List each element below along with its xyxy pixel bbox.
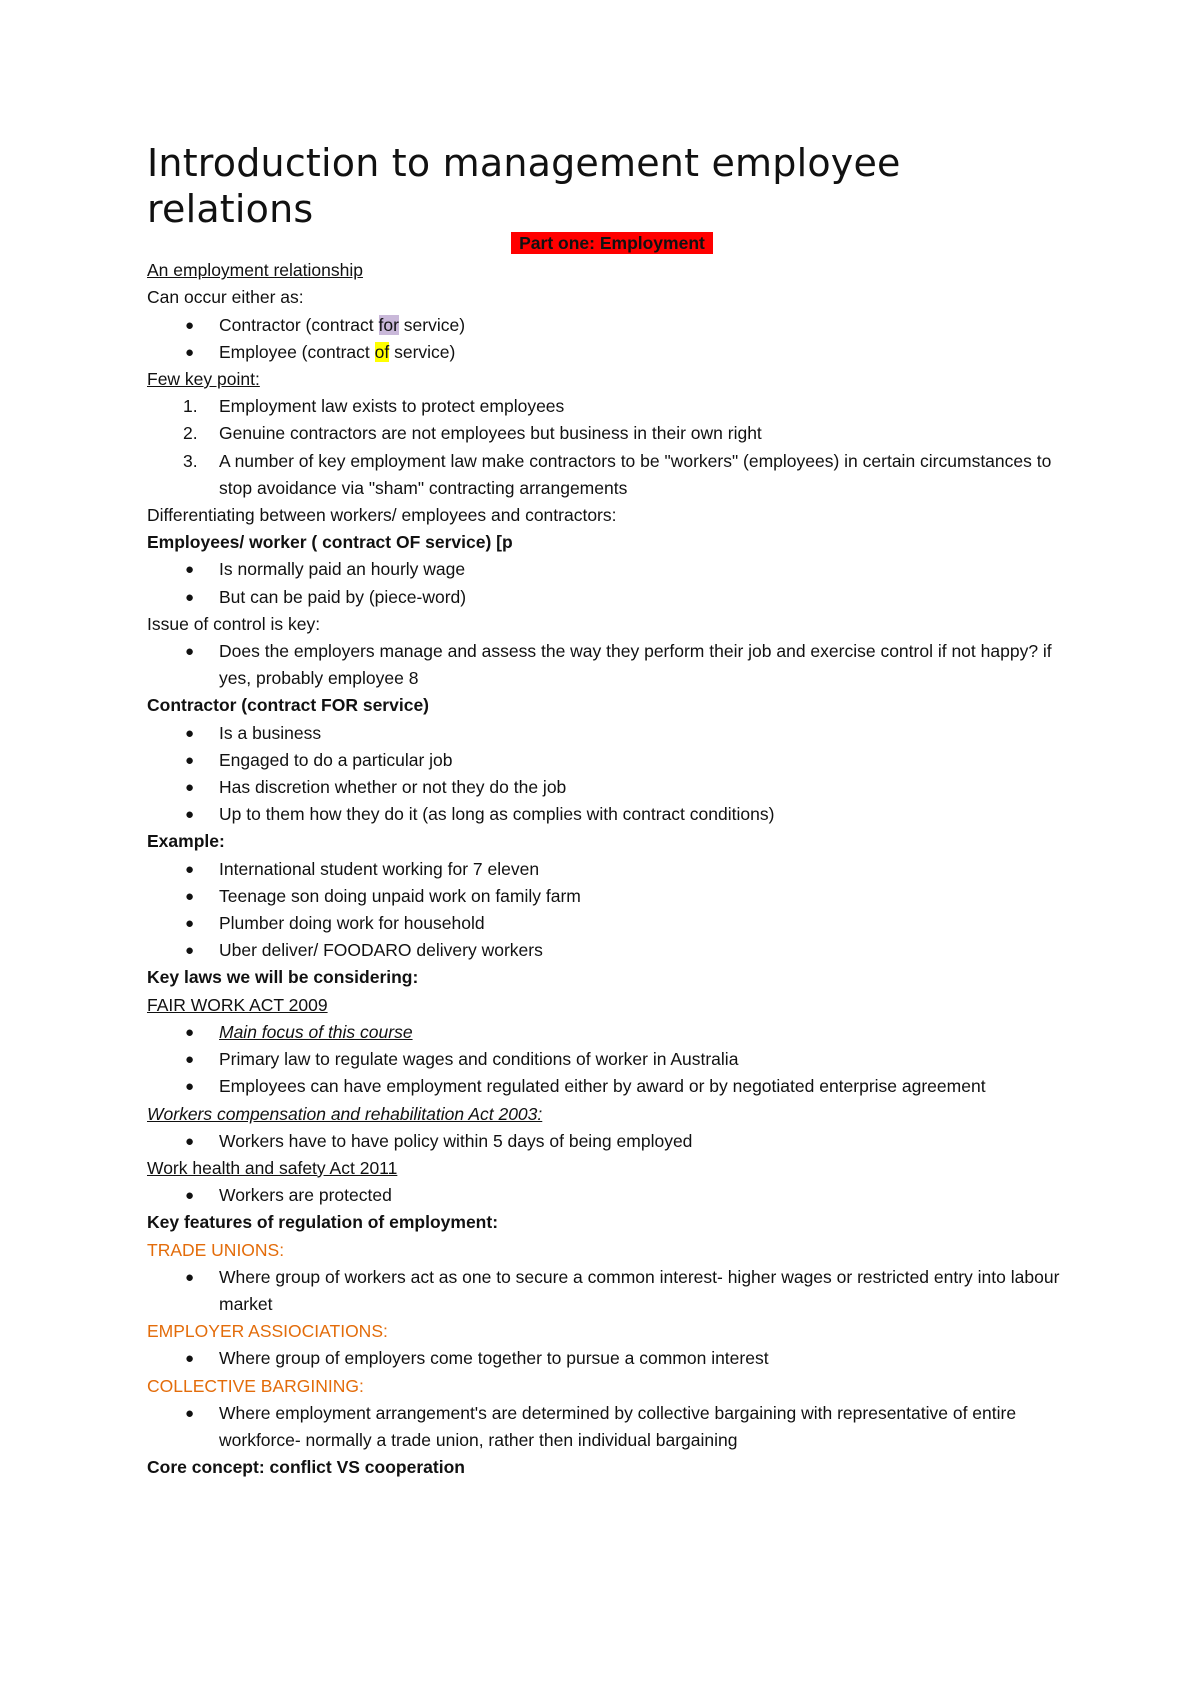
bullet-icon: ●	[185, 724, 195, 742]
key-features-heading: Key features of regulation of employment:	[147, 1212, 499, 1233]
core-concept-heading: Core concept: conflict VS cooperation	[147, 1457, 465, 1478]
bullet-icon: ●	[185, 343, 195, 361]
part-heading-row	[147, 230, 1077, 257]
key-laws-heading: Key laws we will be considering:	[147, 967, 419, 988]
bullet-icon: ●	[185, 887, 195, 905]
bullet-icon: ●	[185, 806, 195, 824]
document-title: Introduction to management employee relations	[147, 141, 901, 231]
highlight-for: for	[378, 314, 399, 335]
list-item: ● Has discretion whether or not they do the job	[147, 774, 1077, 801]
employment-relationship-heading: An employment relationship	[147, 260, 363, 281]
list-item: ● Is a business	[147, 720, 1077, 747]
list-item: ● Teenage son doing unpaid work on family farm	[147, 883, 1077, 910]
list-item: 1. Employment law exists to protect employees	[183, 396, 565, 417]
list-item: ● Workers are protected	[147, 1182, 1077, 1209]
list-item: ● Up to them how they do it (as long as complies with contract conditions)	[147, 801, 1077, 828]
list-item: ● Workers have to have policy within 5 days of being employed	[147, 1128, 1077, 1155]
example-list	[147, 856, 1077, 965]
list-item: ● But can be paid by (piece-word)	[147, 584, 1077, 611]
bullet-icon: ●	[185, 1078, 195, 1096]
list-item: 3. A number of key employment law make contractors to be "workers" (employees) in certain circumstances to stop avoidance via "sham" contracting arrangements	[183, 450, 1052, 498]
list-item: ● Is normally paid an hourly wage	[147, 556, 1077, 583]
bullet-icon: ●	[185, 316, 195, 334]
list-item: ● Where group of employers come together to pursue a common interest	[147, 1345, 1077, 1372]
contractor-list	[147, 720, 1077, 829]
bullet-icon: ●	[185, 588, 195, 606]
employees-heading: Employees/ worker ( contract OF service) [p	[147, 532, 513, 553]
employment-type-list	[147, 312, 1077, 366]
list-item: ● Primary law to regulate wages and conditions of worker in Australia	[147, 1046, 1077, 1073]
example-heading: Example:	[147, 831, 225, 852]
contractor-heading: Contractor (contract FOR service)	[147, 695, 430, 716]
bullet-icon: ●	[185, 643, 195, 661]
control-heading: Issue of control is key:	[147, 613, 321, 634]
list-item: ● Contractor (contract for service)	[147, 312, 1077, 339]
list-item: ● Plumber doing work for household	[147, 910, 1077, 937]
workers-comp-list	[147, 1128, 1077, 1155]
list-item: ● Main focus of this course	[147, 1019, 1077, 1046]
key-points-list	[147, 393, 1077, 502]
fair-work-list	[147, 1019, 1077, 1101]
bullet-icon: ●	[185, 1404, 195, 1422]
list-item: ● Employee (contract of service)	[147, 339, 1077, 366]
employer-associations-list	[147, 1345, 1077, 1372]
bullet-icon: ●	[185, 1051, 195, 1069]
trade-unions-heading: TRADE UNIONS:	[147, 1239, 285, 1260]
whs-list	[147, 1182, 1077, 1209]
bullet-icon: ●	[185, 561, 195, 579]
bullet-icon: ●	[185, 860, 195, 878]
bullet-icon: ●	[185, 942, 195, 960]
key-points-heading: Few key point:	[147, 369, 260, 390]
list-item: 2. Genuine contractors are not employees but business in their own right	[183, 423, 762, 444]
bullet-icon: ●	[185, 1350, 195, 1368]
bullet-icon: ●	[185, 915, 195, 933]
list-item: ● Does the employers manage and assess the way they perform their job and exercise control if not happy? if yes, probably employee 8	[147, 638, 1077, 692]
list-item: ● International student working for 7 eleven	[147, 856, 1077, 883]
employees-list	[147, 556, 1077, 610]
collective-bargaining-heading: COLLECTIVE BARGINING:	[147, 1375, 364, 1396]
employer-associations-heading: EMPLOYER ASSIOCIATIONS:	[147, 1321, 388, 1342]
part-heading: Part one: Employment	[511, 232, 713, 254]
bullet-icon: ●	[185, 1268, 195, 1286]
list-item: ● Employees can have employment regulated either by award or by negotiated enterprise agreement	[147, 1073, 1077, 1100]
bullet-icon: ●	[185, 1187, 195, 1205]
list-item: ● Where group of workers act as one to secure a common interest- higher wages or restricted entry into labour market	[147, 1264, 1077, 1318]
bullet-icon: ●	[185, 751, 195, 769]
bullet-icon: ●	[185, 1023, 195, 1041]
list-item: ● Uber deliver/ FOODARO delivery workers	[147, 937, 1077, 964]
highlight-of: of	[374, 341, 390, 362]
bullet-icon: ●	[185, 1132, 195, 1150]
whs-heading: Work health and safety Act 2011	[147, 1157, 398, 1178]
employment-relationship-intro: Can occur either as:	[147, 287, 304, 308]
control-list	[147, 638, 1077, 692]
bullet-icon: ●	[185, 779, 195, 797]
fair-work-heading: FAIR WORK ACT 2009	[147, 994, 328, 1015]
collective-bargaining-list	[147, 1400, 1077, 1454]
workers-comp-heading: Workers compensation and rehabilitation Act 2003:	[147, 1103, 543, 1124]
differentiating-heading: Differentiating between workers/ employees and contractors:	[147, 505, 617, 526]
document-page	[147, 140, 1077, 1481]
trade-unions-list	[147, 1264, 1077, 1318]
list-item: ● Where employment arrangement's are determined by collective bargaining with representative of entire workforce- normally a trade union, rather then individual bargaining	[147, 1400, 1077, 1454]
list-item: ● Engaged to do a particular job	[147, 747, 1077, 774]
